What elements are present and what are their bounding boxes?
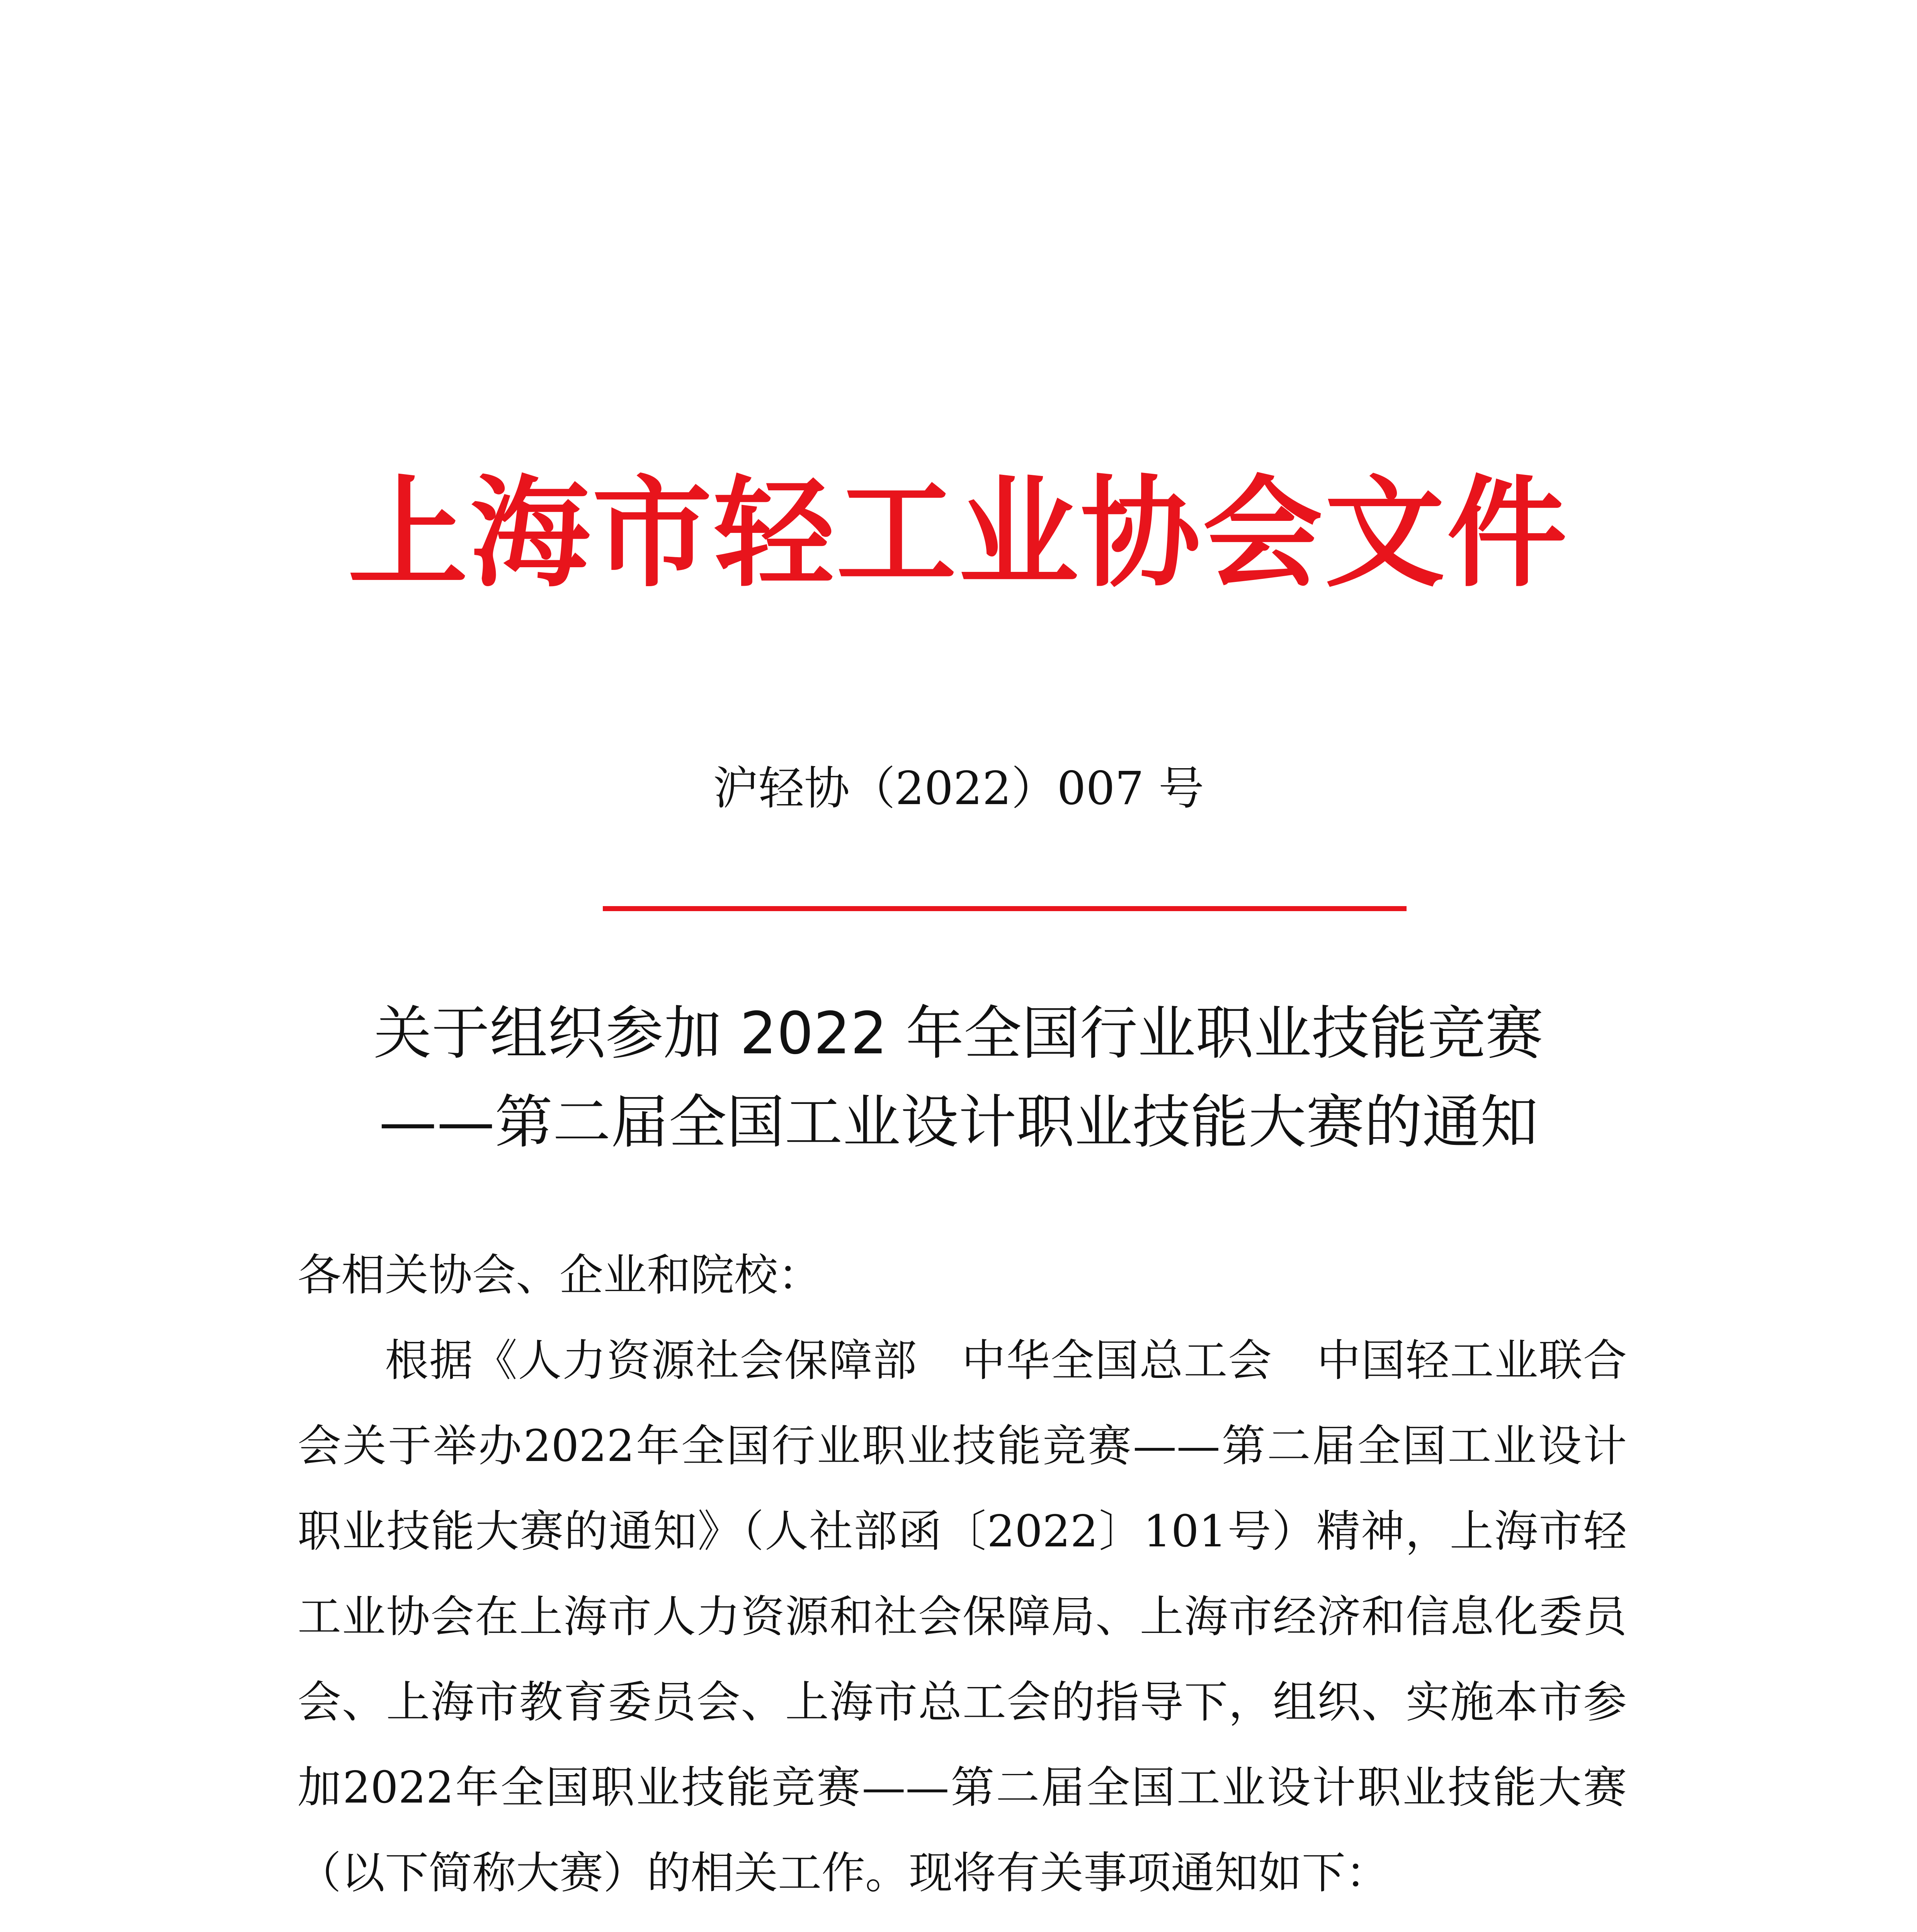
notice-title-line-2: ——第二届全国工业设计职业技能大赛的通知 <box>379 1089 1538 1156</box>
section-heading-1 <box>298 1916 1627 1932</box>
document-number: 沪轻协（2022）007 号 <box>713 762 1204 815</box>
paragraph-basis: 根据《人力资源社会保障部 中华全国总工会 中国轻工业联合会关于举办2022年全国行业职业技能竞赛——第二届全国工业设计职业技能大赛的通知》（人社部函〔2022〕101号）精神，上海市轻工业协会在上海市人力资源和社会保障局、上海市经济和信息化委员会、上海市教育委员会、上海市总工会的指导下，组织、实施本市参加2022年全国职业技能竞赛——第二届全国工业设计职业技能大赛（以下简称大赛）的相关工作。现将有关事项通知如下： <box>298 1335 1627 1898</box>
notice-title <box>0 989 1917 1167</box>
notice-body <box>298 1233 1627 1932</box>
masthead-title: 上海市轻工业协会文件 <box>348 463 1569 604</box>
red-divider-rule <box>603 906 1407 911</box>
greeting: 各相关协会、企业和院校： <box>298 1250 822 1301</box>
notice-title-line-1: 关于组织参加 2022 年全国行业职业技能竞赛 <box>373 1000 1544 1067</box>
